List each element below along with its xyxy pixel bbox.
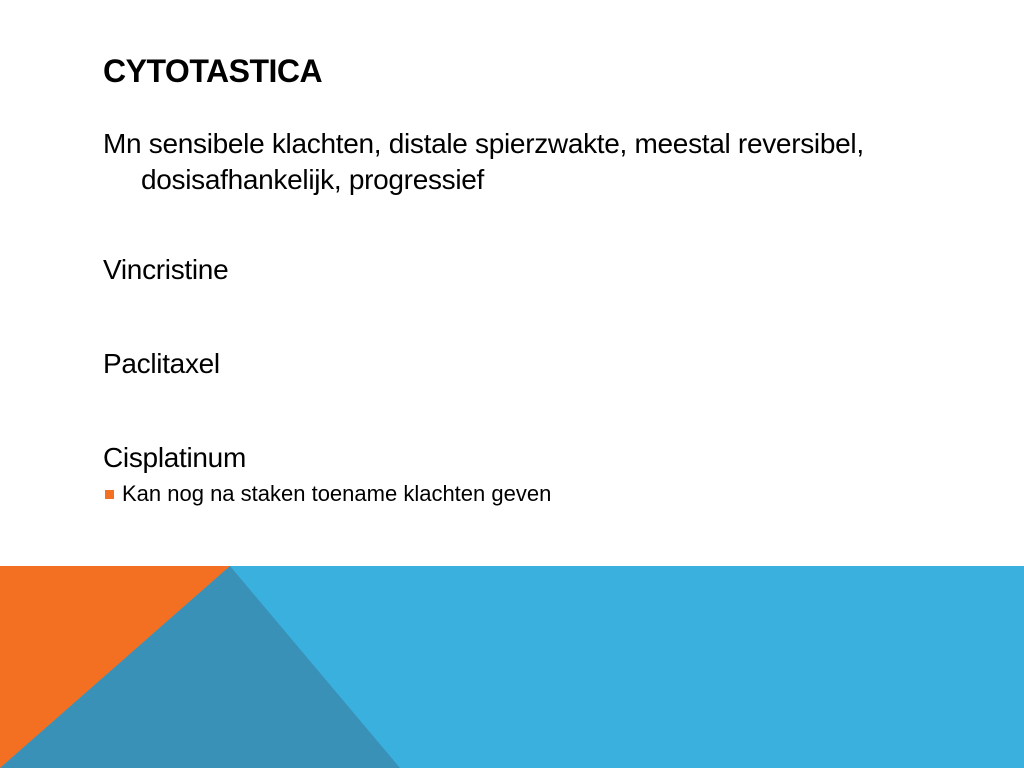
slide-title: CYTOTASTICA (103, 53, 323, 89)
sub-bullet-item (103, 480, 933, 508)
decorative-footer-band (0, 566, 1024, 768)
slide-body (103, 126, 933, 508)
body-paragraph: Vincristine (103, 254, 229, 285)
square-bullet-icon (105, 490, 114, 499)
sub-bullet-text: Kan nog na staken toename klachten geven (122, 481, 552, 506)
body-paragraph: Paclitaxel (103, 348, 220, 379)
body-paragraph: Mn sensibele klachten, distale spierzwakte, meestal reversibel, dosisafhankelijk, progressief (103, 128, 864, 195)
body-paragraph: Cisplatinum (103, 442, 246, 473)
